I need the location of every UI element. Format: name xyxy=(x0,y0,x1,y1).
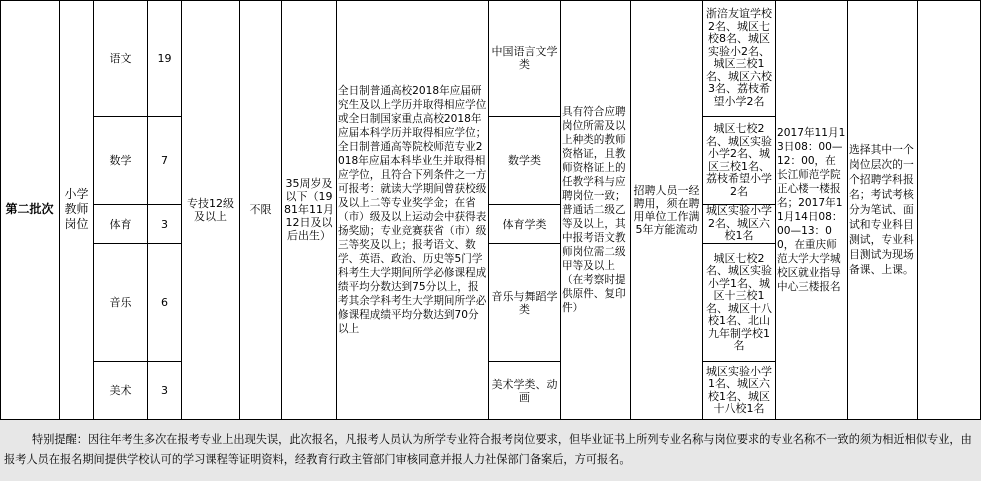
exam-method-cell: 选择其中一个岗位层次的一个招聘学科报名；考试考核分为笔试、面试和专业科目测试，专业科目测试为现场备课、上课。 xyxy=(848,0,918,420)
count-cell: 19 xyxy=(148,0,182,117)
special-reminder: 特别提醒：因往年考生多次在报考专业上出现失误，此次报名，凡报考人员认为所学专业符合报考岗位要求，但毕业证书上所列专业名称与岗位要求的专业名称不一致的须为相近相似专业，由报考人员在报名期间提供学校认可的学习课程等证明资料，经教育行政主管部门审核同意并报人力社保部门备案后，方可报名。 xyxy=(4,433,972,466)
education-requirement-cell: 全日制普通高校2018年应届研究生及以上学历并取得相应学位或全日制国家重点高校2018年应届本科学历并取得相应学位；全日制普通高等院校师范专业2018年应届本科毕业生并取得相应学位，且符合下列条件之一方可报考：就读大学期间曾获校级及以上二等专业奖学金；在省（市）级及以上运动会中获得表扬奖励；专业竞赛获省（市）级三等奖及以上；报考语文、数学、英语、政治、历史等5门学科考生大学期间所学必修课程成绩平均分数达到75分以上，报考其余学科考生大学期间所学必修课程成绩平均分数达到70分以上 xyxy=(337,0,489,420)
major-cell: 音乐与舞蹈学类 xyxy=(489,244,561,362)
subject-cell: 数学 xyxy=(94,117,148,205)
subject-cell: 语文 xyxy=(94,0,148,117)
empty-cell xyxy=(918,0,981,420)
major-cell: 中国语言文学类 xyxy=(489,0,561,117)
major-cell: 体育学类 xyxy=(489,205,561,244)
school-cell: 浙涪友谊学校2名、城区七校8名、城区实验小2名、城区三校1名、城区六校3名、荔枝希望小学2名 xyxy=(703,0,776,117)
position-cell: 小学教师岗位 xyxy=(60,0,94,420)
school-cell: 城区七校2名、城区实验小学1名、城区十三校1名、城区十八校1名、北山九年制学校1名 xyxy=(703,244,776,362)
major-cell: 数学类 xyxy=(489,117,561,205)
age-cell: 35周岁及以下（1981年11月12日及以后出生） xyxy=(282,0,337,420)
subject-cell: 音乐 xyxy=(94,244,148,362)
batch-cell: 第二批次 xyxy=(0,0,60,420)
count-cell: 3 xyxy=(148,362,182,420)
subject-cell: 体育 xyxy=(94,205,148,244)
school-cell: 城区实验小学1名、城区六校1名、城区十八校1名 xyxy=(703,362,776,420)
count-cell: 7 xyxy=(148,117,182,205)
count-cell: 3 xyxy=(148,205,182,244)
school-cell: 城区七校2名、城区实验小学2名、城区三校1名、荔枝希望小学2名 xyxy=(703,117,776,205)
grade-cell: 专技12级及以上 xyxy=(182,0,240,420)
count-cell: 6 xyxy=(148,244,182,362)
registration-cell: 2017年11月13日08：00—12：00，在长江师范学院正心楼一楼报名；2017年11月14日08：00—13：00，在重庆师范大学大学城校区就业指导中心三楼报名 xyxy=(776,0,848,420)
subject-cell: 美术 xyxy=(94,362,148,420)
service-term-cell: 招聘人员一经聘用，须在聘用单位工作满5年方能流动 xyxy=(631,0,703,420)
school-cell: 城区实验小学2名、城区六校1名 xyxy=(703,205,776,244)
qualification-cell: 具有符合应聘岗位所需及以上种类的教师资格证，且教师资格证上的任教学科与应聘岗位一致；普通话二级乙等及以上，其中报考语文教师岗位需二级甲等及以上（在考察时提供原件、复印件） xyxy=(561,0,631,420)
restriction-cell: 不限 xyxy=(240,0,282,420)
major-cell: 美术学类、动画 xyxy=(489,362,561,420)
